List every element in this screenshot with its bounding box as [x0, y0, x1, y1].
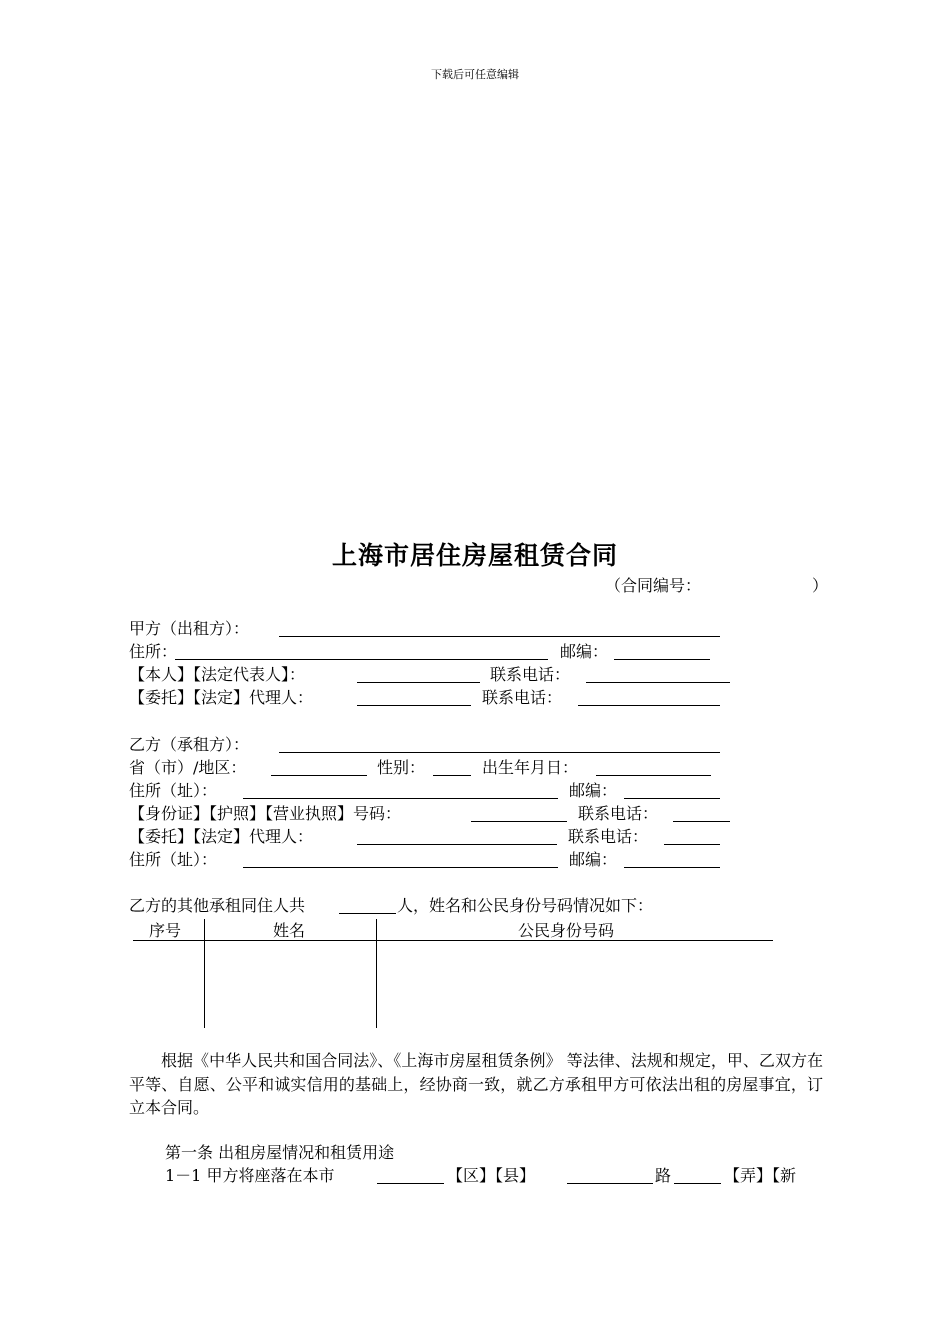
- party-a-postcode-label: 邮编：: [560, 642, 609, 661]
- district-blank[interactable]: [377, 1183, 444, 1184]
- lane-blank[interactable]: [674, 1183, 721, 1184]
- lessor-label: 甲方（出租方）：: [129, 619, 250, 638]
- table-column-divider: [204, 919, 205, 1028]
- lessor-blank[interactable]: [279, 636, 720, 637]
- party-b-gender-blank[interactable]: [433, 775, 471, 776]
- party-a-agent-phone-blank[interactable]: [578, 705, 720, 706]
- party-b-region-blank[interactable]: [271, 775, 367, 776]
- party-b-postcode2-blank[interactable]: [624, 867, 720, 868]
- party-a-agent-phone-label: 联系电话：: [482, 688, 563, 707]
- party-b-birth-blank[interactable]: [596, 775, 711, 776]
- party-a-agent-label: 【委托】【法定】代理人：: [129, 688, 314, 707]
- column-header-name: 姓名: [273, 921, 306, 940]
- road-blank[interactable]: [567, 1183, 653, 1184]
- table-header-rule: [133, 940, 773, 941]
- article-1-heading: 第一条 出租房屋情况和租赁用途: [165, 1143, 395, 1162]
- document-title: 上海市居住房屋租赁合同: [331, 541, 618, 570]
- party-b-gender-label: 性别：: [377, 758, 426, 777]
- road-label: 路: [655, 1166, 672, 1185]
- preamble-paragraph: 根据《中华人民共和国合同法》、《上海市房屋租赁条例》 等法律、法规和规定，甲、乙双方在平等、自愿、公平和诚实信用的基础上，经协商一致，就乙方承租甲方可依法出租的房屋事宜，订立本合同。: [129, 1051, 823, 1117]
- column-header-id-number: 公民身份号码: [518, 921, 615, 940]
- cotenant-count-blank[interactable]: [339, 913, 396, 914]
- party-a-address-blank[interactable]: [175, 659, 548, 660]
- party-b-postcode2-label: 邮编：: [569, 850, 618, 869]
- party-b-address-blank[interactable]: [243, 798, 558, 799]
- party-b-address2-label: 住所（址）：: [129, 850, 218, 869]
- party-b-postcode-label: 邮编：: [569, 781, 618, 800]
- party-b-address-label: 住所（址）：: [129, 781, 218, 800]
- cotenant-intro-b: 人，姓名和公民身份号码情况如下：: [397, 896, 654, 915]
- column-header-index: 序号: [149, 921, 182, 940]
- party-a-phone-label: 联系电话：: [490, 665, 571, 684]
- party-a-agent-blank[interactable]: [357, 705, 471, 706]
- party-a-phone-blank[interactable]: [586, 682, 730, 683]
- header-note: 下载后可任意编辑: [431, 68, 519, 81]
- party-b-agent-phone-label: 联系电话：: [568, 827, 649, 846]
- party-b-agent-label: 【委托】【法定】代理人：: [129, 827, 314, 846]
- party-b-id-blank[interactable]: [471, 821, 567, 822]
- party-b-agent-phone-blank[interactable]: [664, 844, 720, 845]
- contract-number-label: （合同编号：: [605, 576, 702, 595]
- party-a-address-label: 住所：: [129, 642, 178, 661]
- party-b-id-label: 【身份证】【护照】【营业执照】号码：: [129, 804, 402, 823]
- party-b-agent-blank[interactable]: [357, 844, 557, 845]
- lessee-label: 乙方（承租方）：: [129, 735, 250, 754]
- party-b-postcode-blank[interactable]: [624, 798, 720, 799]
- cotenant-intro-a: 乙方的其他承租同住人共: [129, 896, 306, 915]
- party-a-rep-label: 【本人】【法定代表人】：: [129, 665, 306, 684]
- party-b-phone-label: 联系电话：: [578, 804, 659, 823]
- party-b-birth-label: 出生年月日：: [482, 758, 579, 777]
- party-b-address2-blank[interactable]: [243, 867, 558, 868]
- lane-label: 【弄】【新: [724, 1166, 797, 1185]
- lessee-blank[interactable]: [279, 752, 720, 753]
- district-label: 【区】【县】: [447, 1166, 536, 1185]
- party-b-region-label: 省（市）/地区：: [129, 758, 247, 777]
- party-b-phone-blank[interactable]: [673, 821, 730, 822]
- article-1-item-prefix: 1－1 甲方将座落在本市: [165, 1166, 335, 1185]
- party-a-rep-blank[interactable]: [357, 682, 480, 683]
- contract-number-close: ）: [812, 576, 829, 595]
- party-a-postcode-blank[interactable]: [614, 659, 710, 660]
- table-column-divider: [376, 919, 377, 1028]
